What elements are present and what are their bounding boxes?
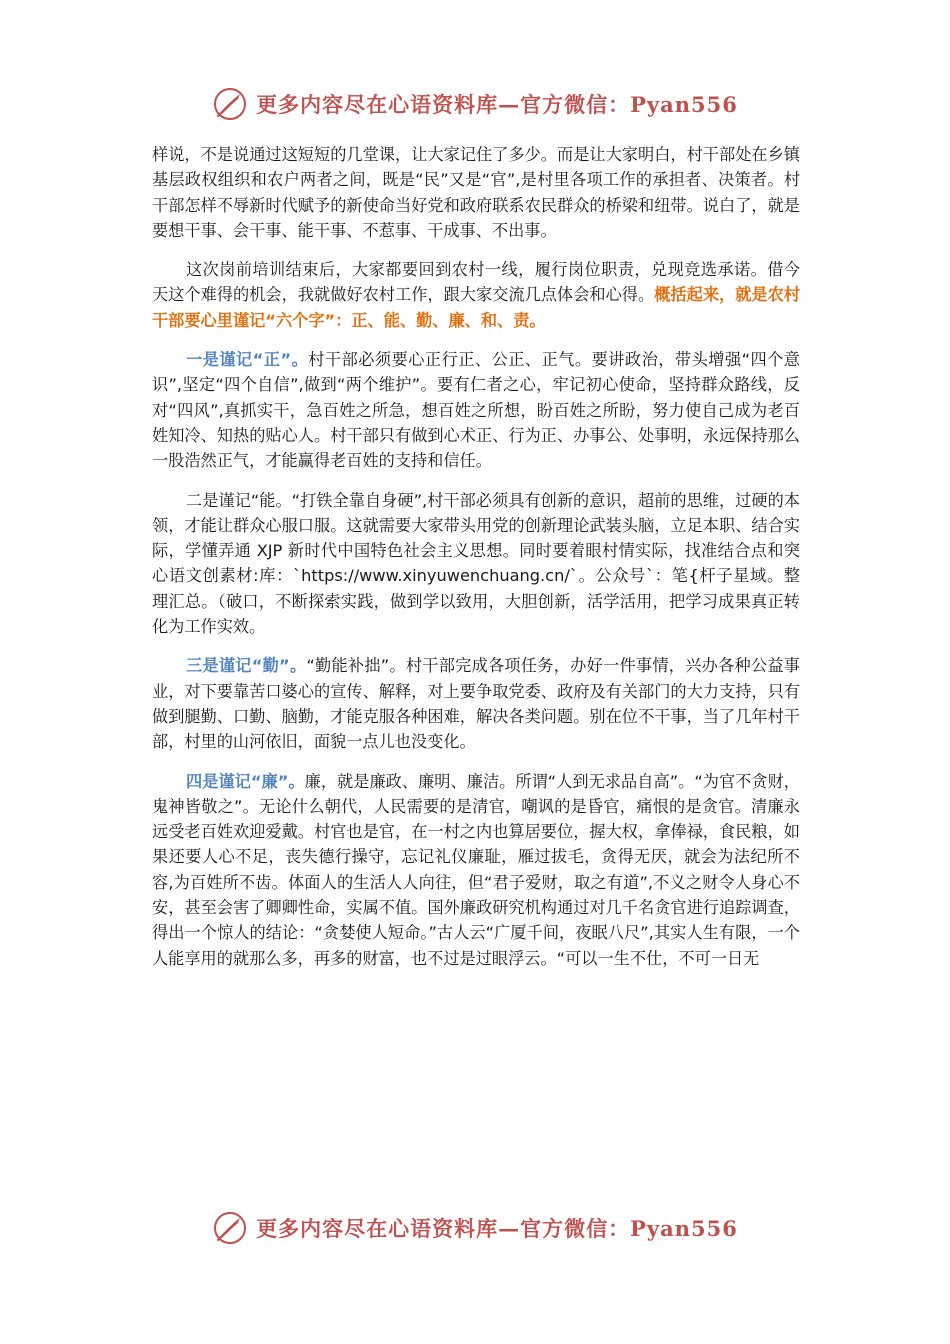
paragraph-intro <box>152 257 800 333</box>
pen-logo-icon <box>212 1210 248 1246</box>
paragraph-text: 这次岗前培训结束后，大家都要回到农村一线，履行岗位职责，兑现竞选承诺。借今天这个难得的机会，我就做好农村工作，跟大家交流几点体会和心得。 <box>152 260 800 305</box>
footer-banner <box>0 1208 950 1248</box>
paragraph-neng <box>152 488 800 640</box>
section-heading-zheng: 一是谨记“正”。 <box>186 350 309 370</box>
section-heading-lian: 四是谨记“廉”。 <box>186 771 305 791</box>
header-banner <box>0 84 950 124</box>
paragraph-continuation <box>152 142 800 243</box>
section-heading-qin: 三是谨记“勤”。 <box>186 656 307 676</box>
paragraph-lian <box>152 769 800 971</box>
paragraph-text: 村干部必须要心正行正、公正、正气。要讲政治，带头增强“四个意识”,坚定“四个自信”,做到“两个维护”。要有仁者之心，牢记初心使命，坚持群众路线，反对“四风”,真抓实干，急百姓之所急，想百姓之所想，盼百姓之所盼，努力使自己成为老百姓知冷、知热的贴心人。村干部只有做到心术正、行为正、办事公、处事明，永远保持那么一股浩然正气，才能赢得老百姓的支持和信任。 <box>152 350 800 471</box>
paragraph-zheng <box>152 347 800 473</box>
pen-logo-icon <box>212 86 248 122</box>
paragraph-qin <box>152 653 800 754</box>
six-words-highlight: 概括起来，就是农村干部要心里谨记“六个字”：正、能、勤、廉、和、责。 <box>152 285 801 330</box>
paragraph-text: 廉，就是廉政、廉明、廉洁。所谓“人到无求品自高”。“为官不贪财，鬼神皆敬之”。无论什么朝代，人民需要的是清官，嘲讽的是昏官，痛恨的是贪官。清廉永远受老百姓欢迎爱戴。村官也是官，在一村之内也算居要位，握大权，拿俸禄，食民粮，如果还要人心不足，丧失德行操守，忘记礼仪廉耻，雁过拔毛，贪得无厌，就会为法纪所不容,为百姓所不齿。体面人的生活人人向往，但“君子爱财，取之有道”,不义之财令人身心不安，甚至会害了卿卿性命，实属不值。国外廉政研究机构通过对几千名贪官进行追踪调查，得出一个惊人的结论：“贪婪使人短命。”古人云“广厦千间，夜眠八尺”,其实人生有限，一个人能享用的就那么多，再多的财富，也不过是过眼浮云。“可以一生不仕，不可一日无 <box>152 771 800 968</box>
document-body <box>152 142 800 985</box>
paragraph-text: “勤能补拙”。村干部完成各项任务，办好一件事情，兴办各种公益事业，对下要靠苦口婆心的宣传、解释，对上要争取党委、政府及有关部门的大力支持，只有做到腿勤、口勤、脑勤，才能克服各种困难，解决各类问题。别在位不干事，当了几年村干部，村里的山河依旧，面貌一点儿也没变化。 <box>152 656 800 752</box>
paragraph-text: 样说，不是说通过这短短的几堂课，让大家记住了多少。而是让大家明白，村干部处在乡镇基层政权组织和农户两者之间，既是“民”又是“官”,是村里各项工作的承担者、决策者。村干部怎样不辱新时代赋予的新使命当好党和政府联系农民群众的桥梁和纽带。说白了，就是要想干事、会干事、能干事、不惹事、干成事、不出事。 <box>152 145 800 240</box>
banner-text: 更多内容尽在心语资料库—官方微信：Pyan556 <box>256 1216 738 1241</box>
paragraph-text: 二是谨记“能。“打铁全靠自身硬”,村干部必须具有创新的意识，超前的思维，过硬的本领，才能让群众心服口服。这就需要大家带头用党的创新理论武装头脑，立足本职、结合实际，学懂弄通 XJP 新时代中国特色社会主义思想。同时要着眼村情实际，找准结合点和突心语文创素材:库：`https://www.xinyuwenchuang.cn/`。公众号`：笔{杆子星域。整理汇总。（破口，不断探索实践，做到学以致用，大胆创新，活学活用，把学习成果真正转化为工作实效。 <box>152 490 800 637</box>
banner-text: 更多内容尽在心语资料库—官方微信：Pyan556 <box>256 92 738 117</box>
